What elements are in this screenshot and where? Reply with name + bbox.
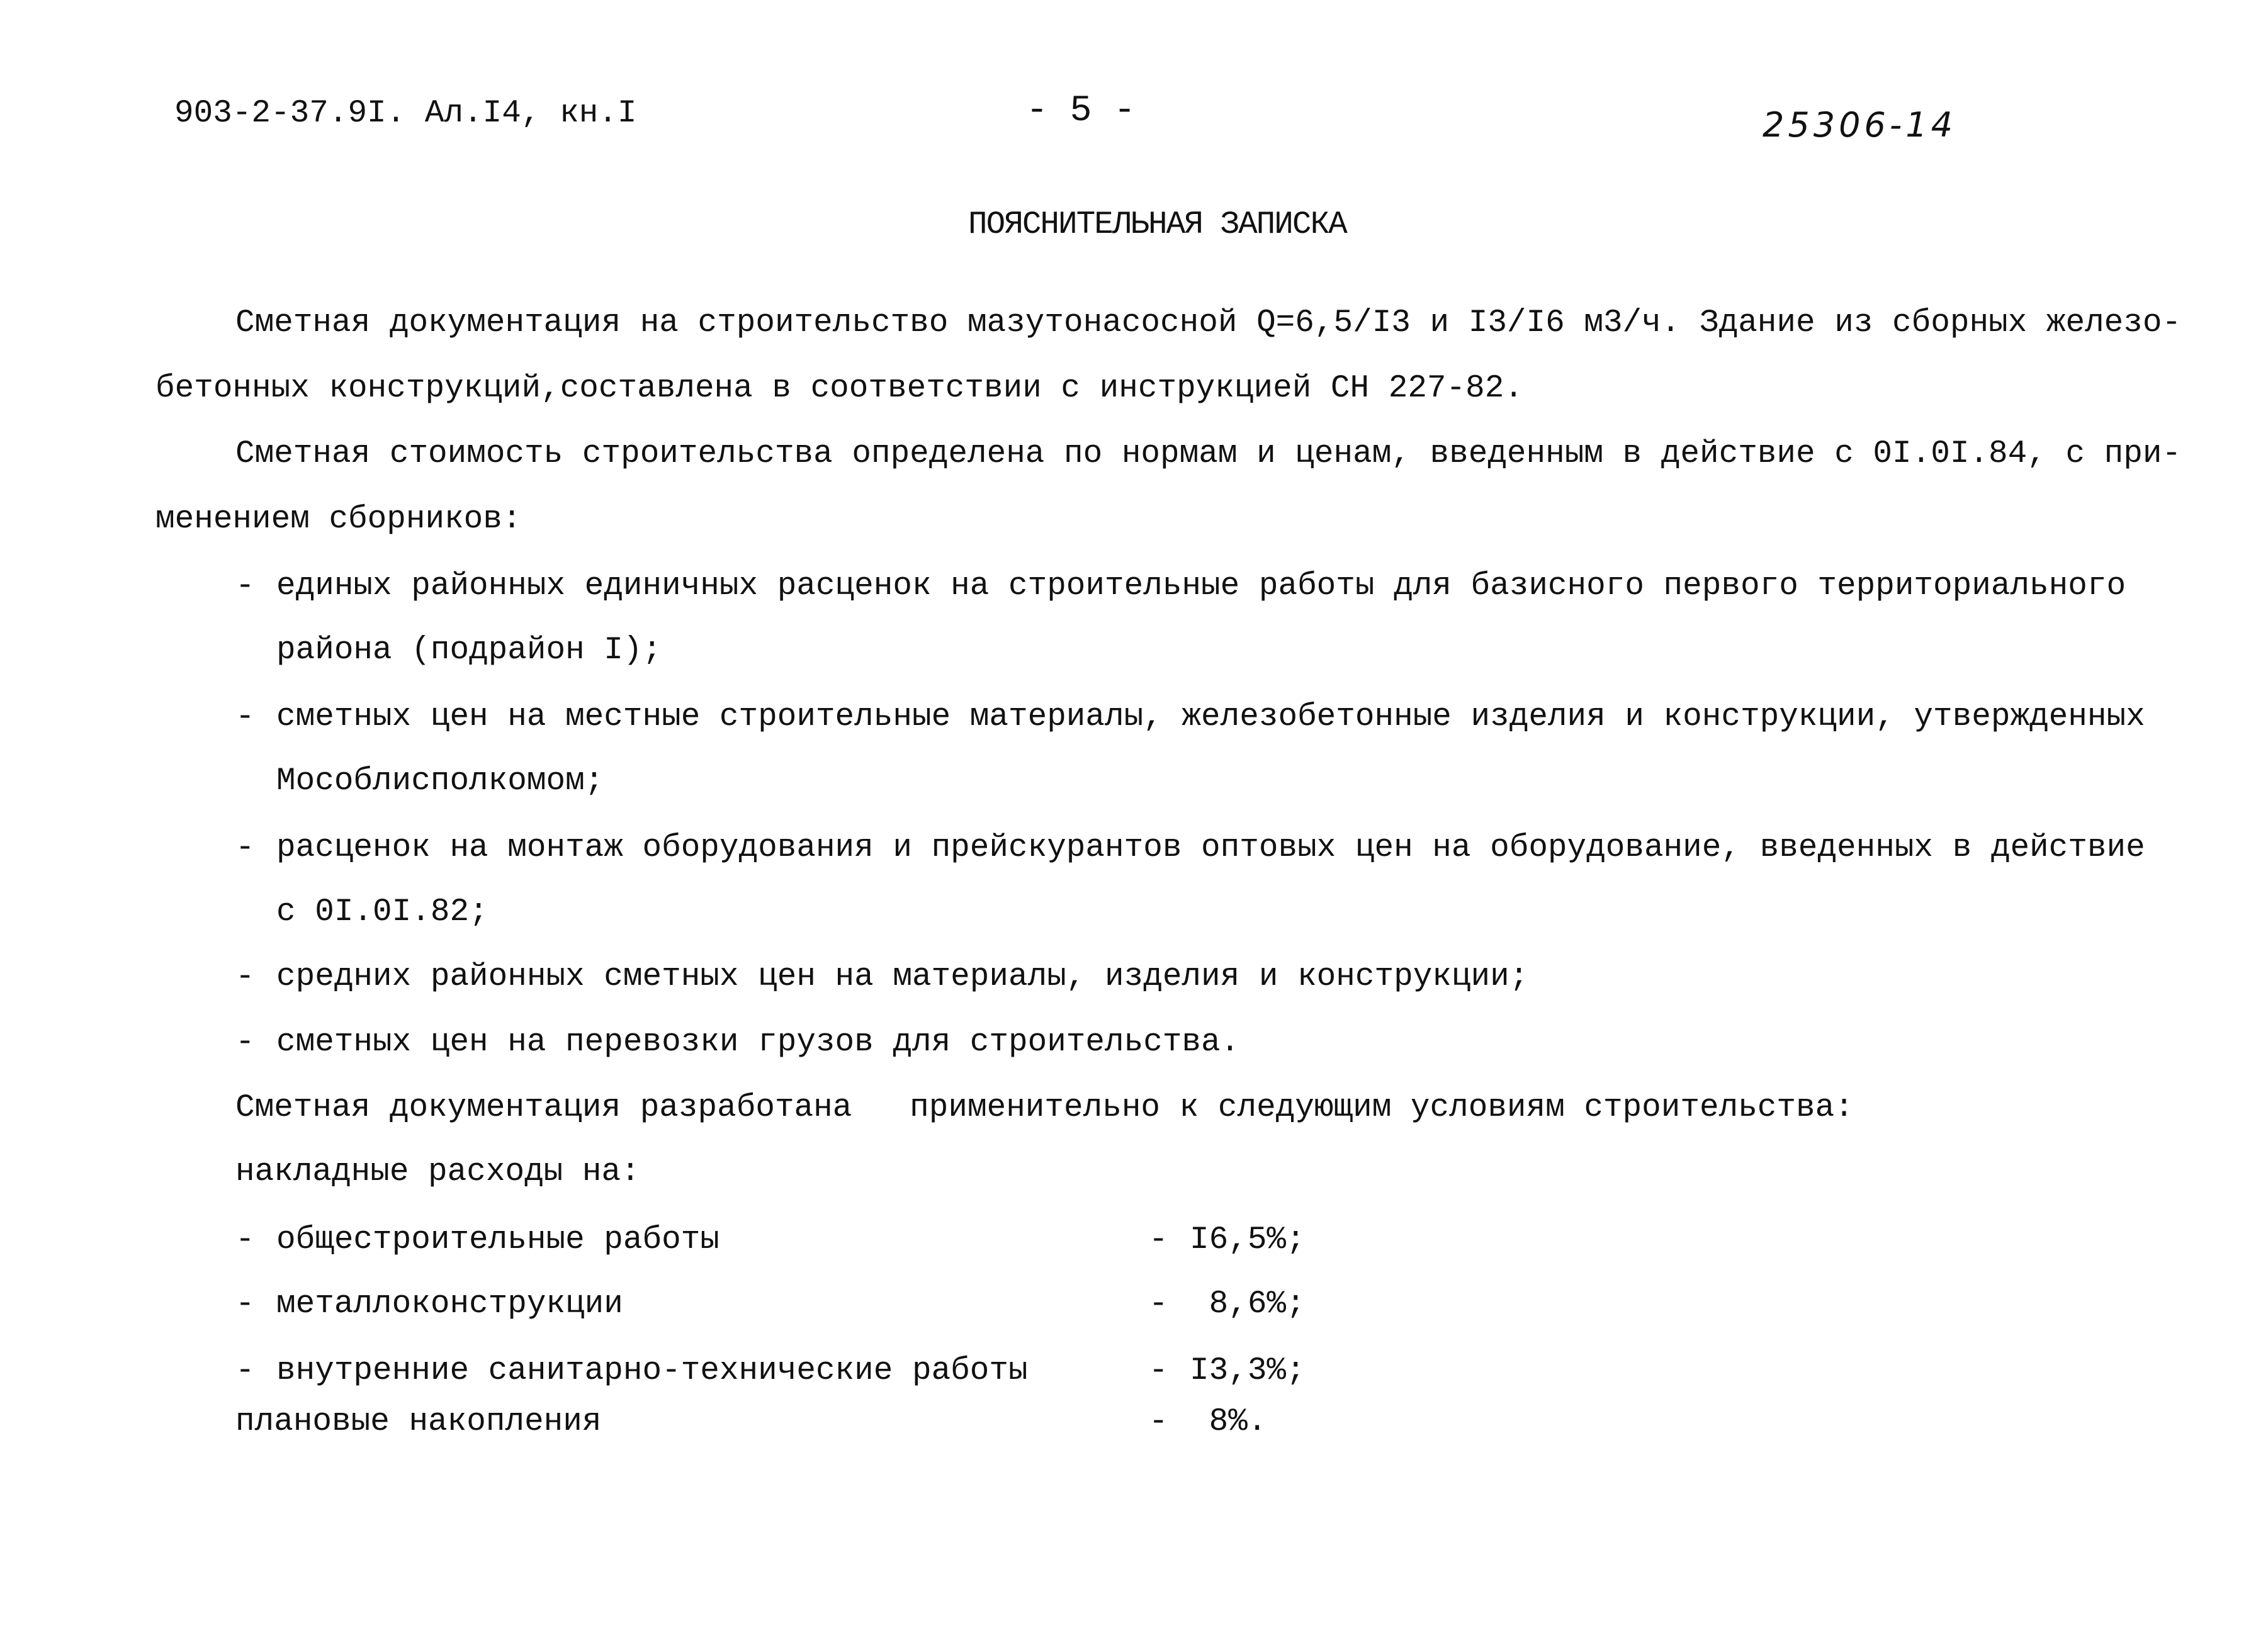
- list-item: единых районных единичных расценок на строительные работы для базисного первого территориального: [276, 568, 2126, 604]
- value-dash: -: [1149, 1222, 1168, 1258]
- page-number: - 5 -: [1026, 91, 1136, 132]
- planned-savings-value: 8%.: [1190, 1404, 1267, 1440]
- paragraph-line: бетонных конструкций,составлена в соответствии с инструкцией СН 227-82.: [155, 371, 1523, 407]
- planned-savings-label: плановые накопления: [235, 1404, 602, 1440]
- list-item: с 0I.0I.82;: [276, 894, 488, 930]
- bullet-dash: -: [235, 568, 255, 604]
- list-item: расценок на монтаж оборудования и прейскурантов оптовых цен на оборудование, введенных в действие: [276, 830, 2145, 866]
- list-item: Мособлисполкомом;: [276, 763, 604, 799]
- paragraph-line: Сметная стоимость строительства определена по нормам и ценам, введенным в действие с 0I.0I.84, с при-: [235, 436, 2182, 472]
- bullet-dash: -: [235, 1222, 255, 1258]
- bullet-dash: -: [235, 699, 255, 735]
- paragraph-line: менением сборников:: [155, 502, 522, 537]
- list-item: средних районных сметных цен на материалы, изделия и конструкции;: [276, 959, 1529, 995]
- document-code: 903-2-37.9I. Ал.I4, кн.I: [174, 96, 637, 132]
- overhead-value: I6,5%;: [1190, 1222, 1306, 1258]
- overhead-label: внутренние санитарно-технические работы: [276, 1353, 1028, 1389]
- overhead-intro: накладные расходы на:: [235, 1154, 640, 1190]
- overhead-label: общестроительные работы: [276, 1222, 719, 1258]
- overhead-value: I3,3%;: [1190, 1353, 1306, 1389]
- value-dash: -: [1149, 1286, 1168, 1322]
- bullet-dash: -: [235, 1025, 255, 1060]
- overhead-value: 8,6%;: [1190, 1286, 1306, 1322]
- value-dash: -: [1149, 1353, 1168, 1389]
- overhead-label: металлоконструкции: [276, 1286, 623, 1322]
- list-item: сметных цен на перевозки грузов для строительства.: [276, 1025, 1240, 1060]
- list-item: сметных цен на местные строительные материалы, железобетонные изделия и конструкции, утвержденных: [276, 699, 2145, 735]
- bullet-dash: -: [235, 1286, 255, 1322]
- bullet-dash: -: [235, 1353, 255, 1389]
- bullet-dash: -: [235, 959, 255, 995]
- paragraph-line: Сметная документация на строительство мазутонасосной Q=6,5/I3 и I3/I6 м3/ч. Здание из сборных железо-: [235, 305, 2182, 341]
- handwritten-number: 25306-14: [1763, 105, 1956, 145]
- conditions-intro: Сметная документация разработана применительно к следующим условиям строительства:: [235, 1090, 1854, 1126]
- bullet-dash: -: [235, 830, 255, 866]
- page-title: ПОЯСНИТЕЛЬНАЯ ЗАПИСКА: [968, 207, 1346, 243]
- value-dash: -: [1149, 1404, 1168, 1440]
- list-item: района (подрайон I);: [276, 632, 662, 668]
